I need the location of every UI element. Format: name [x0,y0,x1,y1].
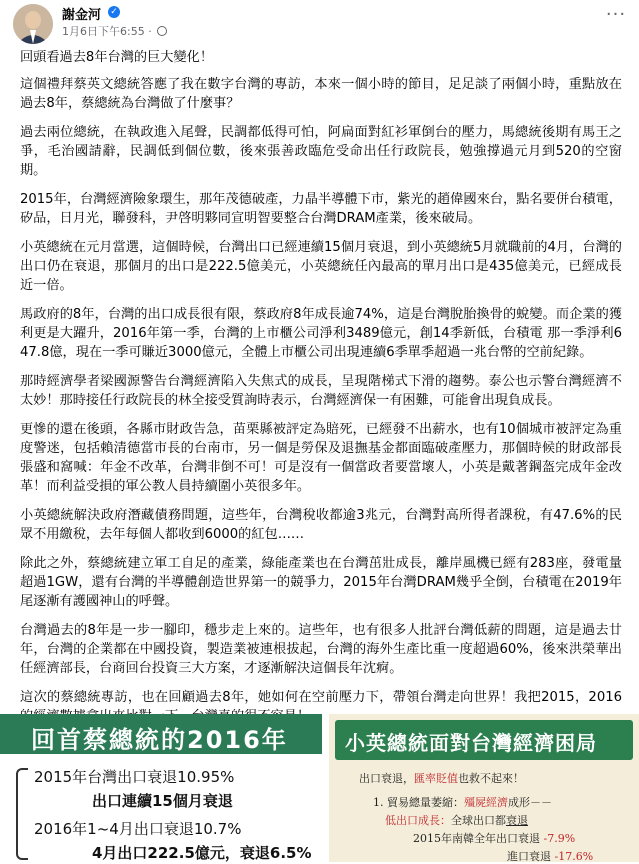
bracket-decoration [16,768,28,860]
post-paragraph: 這個禮拜蔡英文總統答應了我在數字台灣的專訪，本來一個小時的節目，足足談了兩個小時，重點放在過去8年，蔡總統為台灣做了什麼事？ [20,77,622,111]
slide-text: 成形－－ [508,796,552,809]
slide-text: 也救不起來！ [458,772,524,785]
meta-separator: · [144,25,156,38]
slide-line-3 [385,812,528,828]
slide-text: 全球出口都 [451,814,506,827]
post-paragraph: 更慘的還在後頭，各縣市財政告急，苗栗縣被評定為賠死，已經發不出薪水，也有10個城市被評定為重度警迷，包括賴清德當市長的台南市，另一個是勞保及退撫基金都面臨破產壓力，那個時候的財政部長張盛和窩喊：年金不改革，台灣非倒不可！可是沒有一個當政者要當壞人，小英是戴著鋼盔完成年金改革！而利益受損的軍公教人員持續圍小英很多年。 [20,422,622,494]
photo-right-title: 小英總統面對台灣經濟困局 [345,731,597,755]
verified-badge-icon: ✓ [108,6,120,18]
slide-text-highlight: -7.9% [543,832,576,845]
post-paragraph: 過去兩位總統，在執政進入尾聲，民調都低得可怕，阿扁面對紅衫軍倒台的壓力，馬總統後期有馬王之爭，毛治國請辭，民調低到個位數，後來張善政臨危受命出任行政院長，勉強撐過元月到520的空窗期。 [20,125,622,178]
author-name[interactable]: 謝金河 [62,8,102,23]
slide-text-highlight: 低出口成長： [385,814,451,827]
slide-text-highlight: 殭屍經濟 [464,796,508,809]
avatar-photo [13,4,53,44]
post-paragraph: 2015年，台灣經濟險象環生，那年茂德破產，力晶半導體下市，紫光的趙偉國來台，點名要併台積電，矽品，日月光，聯發科，尹啓明夥同宣明智要整合台灣DRAM產業，後來破局。 [20,192,622,226]
april-export-text: 4月出口222.5億元，衰退6.5% [92,844,312,862]
slide-line-2 [373,794,552,810]
export-decline-months-text: 出口連續15個月衰退 [92,792,233,810]
slide-text-underline: 衰退 [506,814,528,827]
author-avatar[interactable] [13,4,53,44]
photo-left-title-bar [0,714,322,754]
post-paragraph: 回頭看過去8年台灣的巨大變化！ [20,50,214,65]
post-body [20,48,622,736]
post-header [0,0,639,44]
slide-text: 進口衰退 [507,850,555,863]
post-paragraph: 馬政府的8年，台灣的出口成長很有限，蔡政府8年成長逾74%，這是台灣脫胎換骨的蛻變。而企業的獲利更是大躍升，2016年第一季，台灣的上市櫃公司淨利3489億元，創14季新低，台積電 那一季淨利647.8億，現在一季可賺近3000億元，全體上市櫃公司出現連續6季單季超過一兆台幣的空前紀錄。 [20,307,622,360]
slide-text-highlight: 匯率貶值 [414,772,458,785]
more-options-button[interactable]: ··· [605,4,627,25]
photo-left-title: 回首蔡總統的2016年 [31,726,288,754]
slide-text-highlight: -17.6% [554,850,594,863]
export-2015-text: 2015年台灣出口衰退10.95% [34,768,235,786]
post-paragraph: 這次的蔡總統專訪，也在回顧過去8年，她如何在空前壓力下，帶領台灣走向世界！我把2015，2016 [20,690,622,705]
slide-line-1 [359,770,524,786]
slide-text: 出口衰退， [359,772,414,785]
post-timestamp[interactable]: 1月6日下午6:55 [62,25,145,38]
photo-left[interactable] [0,714,322,862]
photo-right[interactable] [329,714,639,862]
post-meta [62,23,167,39]
post-paragraph: 小英總統在元月當選，這個時候，台灣出口已經連續15個月衰退，到小英總統5月就職前的4月，台灣的出口仍在衰退，那個月的出口是222.5億美元，小英總統任內最高的單月出口是435億美元，已經成長近一倍。 [20,240,622,293]
photo-right-title-bar [335,720,633,760]
post-paragraph: 小英總統解決政府潛藏債務問題，這些年，台灣稅收都逾3兆元，台灣對高所得者課稅，有47.6%的民眾不用繳稅，去年每個人都收到6000的紅包…… [20,508,622,542]
post-paragraph: 台灣過去的8年是一步一腳印，穩步走上來的。這些年，也有很多人批評台灣低薪的問題，這是過去廿年，台灣的企業都在中國投資，製造業被連根拔起，台灣的海外生產比重一度超過60%，後來洪榮華出任經濟部長，台商回台投資三大方案，才逐漸解決這個長年沈痾。 [20,623,622,676]
post-images [0,714,639,862]
slide-line-4 [413,830,575,846]
globe-icon[interactable] [157,26,167,36]
slide-text: 2015年南韓全年出口衰退 [413,832,544,845]
post-paragraph: 除此之外，蔡總統建立軍工自足的產業，綠能產業也在台灣茁壯成長，離岸風機已經有283座，發電量超過1GW，還有台灣的半導體創造世界第一的競爭力，2015年台灣DRAM幾乎全倒，台積電在2019年尾逐漸有護國神山的呼聲。 [20,556,622,609]
post-paragraph: 那時經濟學者梁國源警告台灣經濟陷入失焦式的成長，呈現階梯式下滑的趨勢。泰公也示警台灣經濟不太妙！那時接任行政院長的林全接受質詢時表示，台灣經濟保一有困難，可能會出現負成長。 [20,374,622,408]
slide-text: 1. 貿易總量萎縮： [373,796,464,809]
export-2016-text: 2016年1~4月出口衰退10.7% [34,820,242,838]
